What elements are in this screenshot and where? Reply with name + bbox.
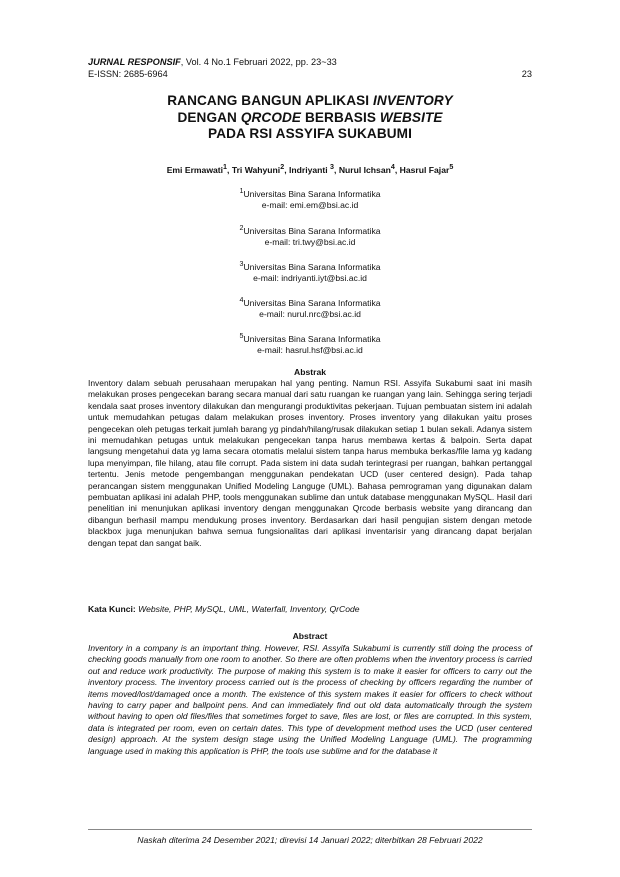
received-dates-footer: Naskah diterima 24 Desember 2021; direvisi 14 Januari 2022; diterbitkan 28 Februari 2022 <box>137 835 483 845</box>
title-line3: PADA RSI ASSYIFA SUKABUMI <box>208 126 412 141</box>
journal-volume: , Vol. 4 No.1 Februari 2022, pp. 23~33 <box>180 57 337 67</box>
author: Emi Ermawati$^1$, <box>166 163 232 175</box>
affiliation-5 <box>88 331 532 357</box>
affiliation-email: e-mail: nurul.nrc@bsi.ac.id <box>259 309 361 320</box>
author: Indriyanti $^3$, <box>288 163 339 175</box>
journal-citation <box>88 57 532 69</box>
affiliation-email: e-mail: indriyanti.iyt@bsi.ac.id <box>253 273 367 284</box>
affiliation-institution: Universitas Bina Sarana Informatika <box>243 333 381 344</box>
journal-header <box>88 57 532 80</box>
journal-eissn: E-ISSN: 2685-6964 <box>88 68 168 79</box>
affiliation-sup: 1 <box>239 187 244 195</box>
affiliation-institution: Universitas Bina Sarana Informatika <box>243 297 381 308</box>
title-line1-italic: INVENTORY <box>373 93 453 108</box>
author: Hasrul Fajar$^5$ <box>399 163 454 175</box>
author: Nurul Ichsan$^4$, <box>338 163 400 175</box>
footer-divider <box>88 829 532 830</box>
affiliation-institution: Universitas Bina Sarana Informatika <box>243 225 381 236</box>
abstrak-text: Inventory dalam sebuah perusahaan merupakan hal yang penting. Namun RSI. Assyifa Sukabumi saat ini masih melakukan proses pengecekan barang secara manual dari satu ruangan ke ruangan yang lain. Sehingga sering terjadi kendala saat proses inventory dilakukan dan mengurangi produktivitas pekerjaan. Tujuan pembuatan sistem ini adalah untuk memudahkan petugas dalam melakukan proses inventory. Proses inventory yang dilakukan yaitu proses pengecekan oleh petugas terkait jumlah barang yg pindah/hilang/rusak dilakukan setiap 1 bulan sekali. Adanya sistem ini memudahkan petugas untuk melakukan pengecekan tanpa harus membawa kertas & balpoin. Serta dapat langsung mengetahui data yg lama secara otomatis melalui sistem tanpa harus membuka berkas/file lama yg kadang lupa menyimpan, file hilang, atau file corrupt. Pada sistem ini data sudah terintegrasi per ruangan, bahkan pertanggal tertentu. Jenis metode pengembangan menggunakan pendekatan UCD (user centered design). Pada tahap perancangan sistem menggunakan Unified Modeling Languge (UML). Bahasa pemrograman yang digunakan dalam pembuatan aplikasi ini adalah PHP, tools menggunakan sublime dan untuk database menggunakan MySQL. Hasil dari penelitian ini menunjukan aplikasi inventory dengan menggunakan Qrcode berbasis website yang dirancang dan dibangun berhasil mampu mendukung proses inventory. Berdasarkan dari hasil pengujian sistem dengan metode blackbox juga menunjukan bahwa semua fungsionalitas dari aplikasi inventarisir yang dirancang dapat berjalan dengan tepat dan sangat baik. <box>88 378 532 548</box>
page-number: 23 <box>521 68 532 79</box>
affiliation-institution: Universitas Bina Sarana Informatika <box>243 261 381 272</box>
affiliation-email: e-mail: tri.twy@bsi.ac.id <box>264 237 356 248</box>
affiliation-3 <box>88 259 532 285</box>
title-line2-italic1: QRCODE <box>240 109 302 125</box>
affiliation-email: e-mail: emi.em@bsi.ac.id <box>261 200 359 211</box>
abstract-text: Inventory in a company is an important thing. However, RSI. Assyifa Sukabumi is currently still doing the process of checking goods manually from one room to another. So there are often problems when the inventory process is carried out and reduce work productivity. The purpose of making this system is to make it easier for officers to carry out the inventory process. The inventory process carried out is the process of checking by officers regarding the number of items moved/lost/damaged once a month. The existence of this system makes it easier for officers to check without having to carry paper and ballpoint pens. And can immediately find out old data automatically through the system without having to open old files/files that sometimes forget to save, files are lost, or files are corrupted. In this system, data is integrated per room, even on certain dates. This type of development method uses the UCD (user centered design) approach. At the system design stage using the Unified Modeling Language (UML). The programming language used in making this application is PHP, the tools use sublime and for the database it <box>88 643 532 756</box>
affiliation-1 <box>88 186 532 212</box>
affiliation-email: e-mail: hasrul.hsf@bsi.ac.id <box>257 345 363 356</box>
abstract-heading: Abstract <box>292 631 328 641</box>
affiliation-2 <box>88 223 532 249</box>
keywords-label: Kata Kunci: <box>88 604 139 614</box>
title-line2-text: DENGAN <box>177 109 241 125</box>
title-line2-italic2: WEBSITE <box>379 109 443 125</box>
abstrak-heading: Abstrak <box>294 367 326 377</box>
keywords <box>88 604 532 614</box>
keywords-value: Website, PHP, MySQL, UML, Waterfall, Inventory, QrCode <box>138 604 360 614</box>
author: Tri Wahyuni$^2$, <box>231 163 289 175</box>
title-line1-text: RANCANG BANGUN APLIKASI <box>167 93 374 108</box>
abstract-body <box>88 643 532 757</box>
affiliation-sup: 5 <box>239 332 244 340</box>
title-line2-mid: BERBASIS <box>301 109 380 125</box>
abstrak-body <box>88 378 532 549</box>
affiliation-sup: 3 <box>239 260 244 268</box>
paper-title <box>88 93 532 143</box>
affiliation-4 <box>88 295 532 321</box>
journal-name: JURNAL RESPONSIF <box>88 57 181 67</box>
author-list <box>88 163 532 175</box>
affiliation-sup: 2 <box>239 224 244 232</box>
affiliation-sup: 4 <box>239 296 244 304</box>
affiliation-institution: Universitas Bina Sarana Informatika <box>243 188 381 199</box>
